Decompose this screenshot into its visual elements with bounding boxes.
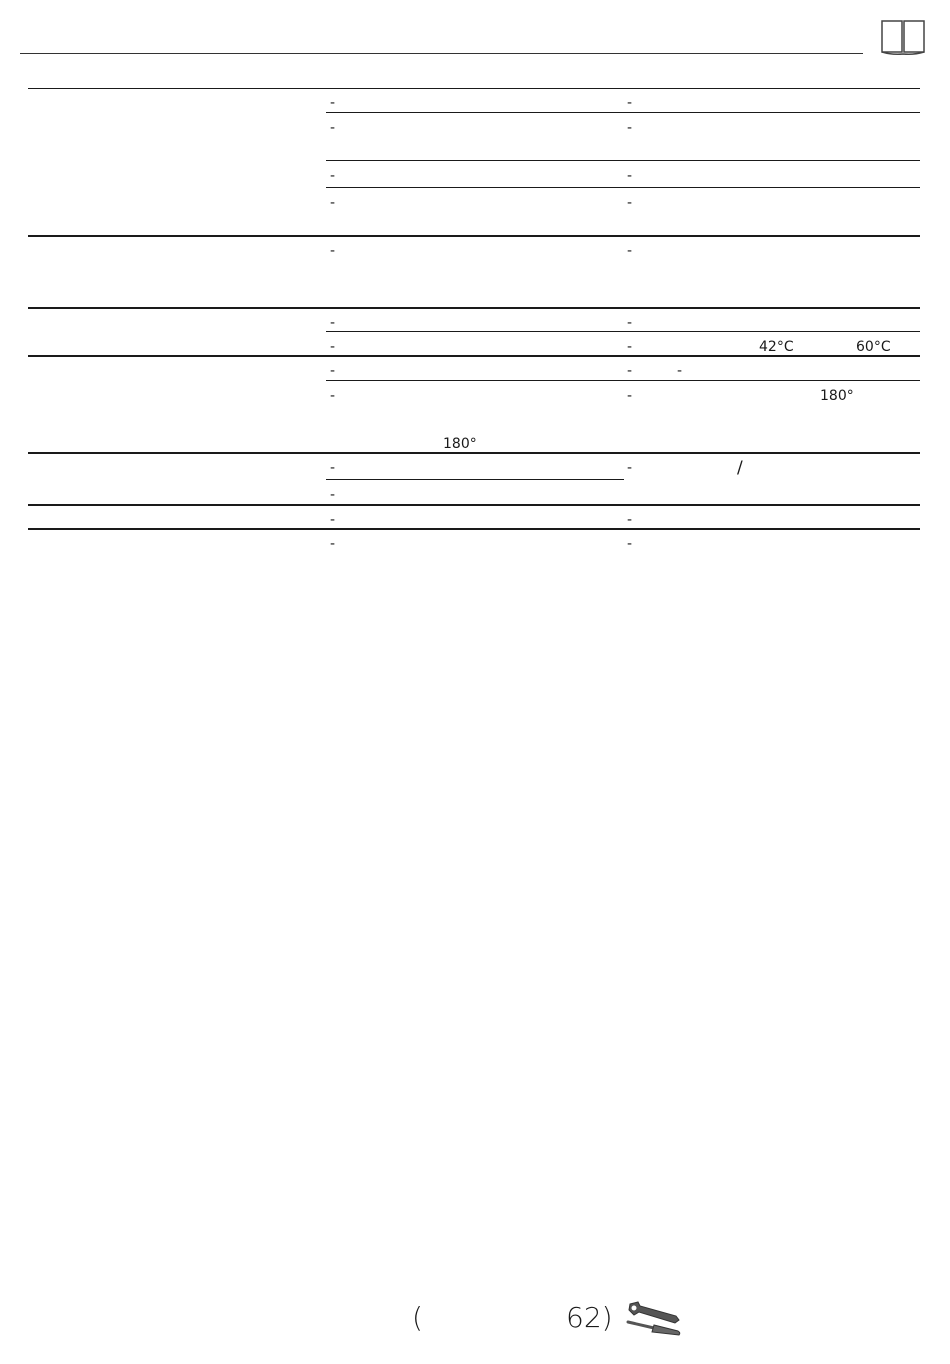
- bullet-dash: -: [677, 363, 683, 379]
- bullet-dash: -: [627, 243, 633, 259]
- bullet-dash: -: [330, 339, 336, 355]
- angle-value: 180°: [443, 436, 477, 452]
- bullet-dash: -: [627, 460, 633, 476]
- angle-value: 180°: [820, 388, 854, 404]
- bullet-dash: -: [330, 315, 336, 331]
- bullet-dash: -: [330, 243, 336, 259]
- header-rule: [20, 53, 863, 54]
- section-rule: [28, 528, 920, 530]
- bullet-dash: -: [330, 195, 336, 211]
- section-rule: [28, 235, 920, 237]
- bullet-dash: -: [330, 388, 336, 404]
- bullet-dash: -: [330, 120, 336, 136]
- row-rule: [326, 187, 920, 188]
- row-rule: [326, 331, 920, 332]
- section-rule: [28, 307, 920, 309]
- row-rule: [326, 112, 920, 113]
- page-reference: 62): [566, 1301, 613, 1334]
- row-rule: [326, 380, 920, 381]
- bullet-dash: -: [627, 339, 633, 355]
- open-book-icon: [880, 18, 926, 56]
- slash-separator: /: [737, 458, 743, 478]
- bullet-dash: -: [330, 487, 336, 503]
- bullet-dash: -: [330, 536, 336, 552]
- bullet-dash: -: [627, 536, 633, 552]
- section-rule: [28, 355, 920, 357]
- row-rule: [28, 88, 920, 89]
- bullet-dash: -: [627, 95, 633, 111]
- bullet-dash: -: [627, 168, 633, 184]
- bullet-dash: -: [627, 120, 633, 136]
- bullet-dash: -: [330, 168, 336, 184]
- bullet-dash: -: [330, 95, 336, 111]
- bullet-dash: -: [330, 512, 336, 528]
- section-rule: [28, 452, 920, 454]
- bullet-dash: -: [627, 363, 633, 379]
- row-rule: [326, 160, 920, 161]
- wrench-screwdriver-icon: [624, 1298, 684, 1338]
- bullet-dash: -: [330, 363, 336, 379]
- bullet-dash: -: [627, 195, 633, 211]
- bullet-dash: -: [627, 512, 633, 528]
- temperature-value: 60°C: [856, 339, 891, 355]
- bullet-dash: -: [627, 315, 633, 331]
- open-paren: (: [412, 1301, 423, 1334]
- temperature-value: 42°C: [759, 339, 794, 355]
- section-rule: [28, 504, 920, 506]
- bullet-dash: -: [627, 388, 633, 404]
- bullet-dash: -: [330, 460, 336, 476]
- row-rule: [326, 479, 624, 480]
